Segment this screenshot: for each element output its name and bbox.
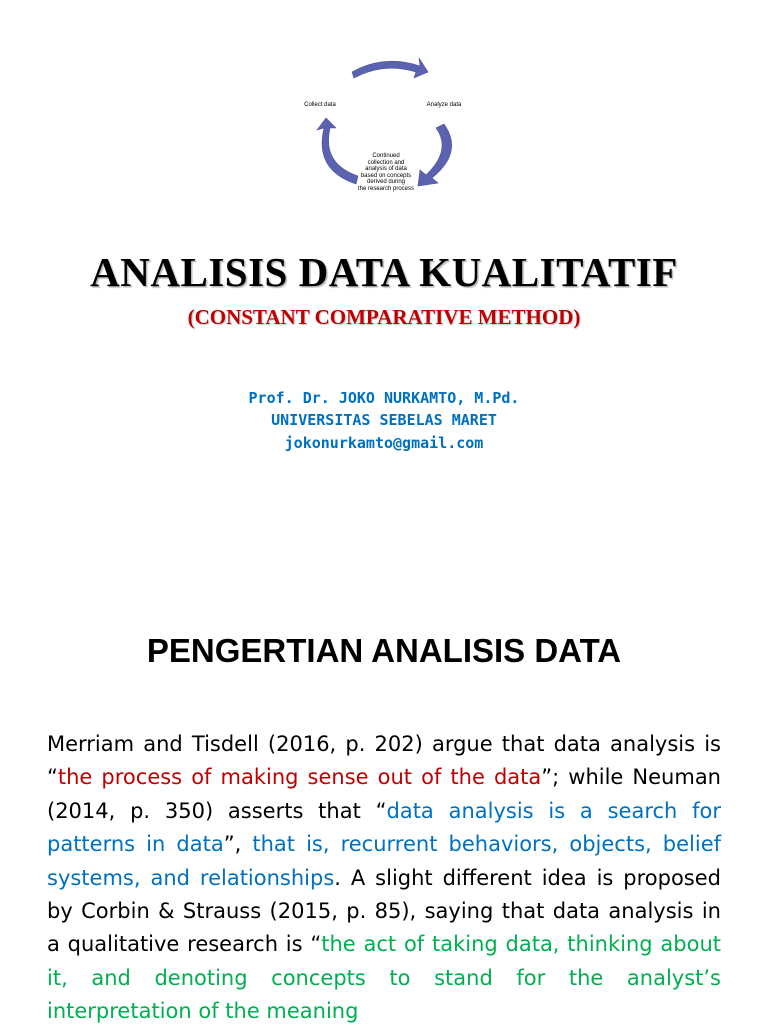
- cycle-arrow-right: [418, 124, 452, 186]
- quote-corbin-strauss: the act of taking data, thinking about it, and denoting concepts to stand for the analyst’s interpretation of the meaning: [47, 932, 721, 1024]
- para-text-4: . A slight different idea is proposed by Corbin & Strauss (2015, p. 85), saying that data analysis in a qualitative research is “: [47, 865, 721, 957]
- cycle-arrow-top: [352, 58, 428, 78]
- research-cycle-diagram: [0, 0, 768, 215]
- author-name: Prof. Dr. JOKO NURKAMTO, M.Pd.: [248, 389, 520, 407]
- para-text-1: Merriam and Tisdell (2016, p. 202) argue that data analysis is “: [47, 732, 721, 790]
- quote-neuman: data analysis is a search for patterns in data: [47, 798, 721, 857]
- quote-merriam-tisdell: the process of making sense out of the data: [57, 765, 542, 790]
- section-heading: PENGERTIAN ANALISIS DATA: [146, 632, 622, 669]
- para-text-3: ”,: [223, 832, 253, 857]
- author-university: UNIVERSITAS SEBELAS MARET: [271, 411, 497, 429]
- para-text-2: ”; while Neuman (2014, p. 350) asserts that “: [47, 765, 721, 823]
- continued-analysis-label: Continued collection and analysis of data based on concepts derived during the research process: [357, 153, 415, 192]
- author-email[interactable]: jokonurkamto@gmail.com: [284, 434, 484, 452]
- analyze-data-label: Analyze data: [426, 102, 462, 108]
- neuman-elaboration: that is, recurrent behaviors, objects, belief systems, and relationships: [47, 832, 722, 890]
- subtitle: (CONSTANT COMPARATIVE METHOD): [187, 305, 581, 329]
- collect-data-label: Collect data: [304, 102, 336, 108]
- definition-paragraph: [47, 728, 721, 1024]
- main-title: ANALISIS DATA KUALITATIF: [90, 249, 678, 295]
